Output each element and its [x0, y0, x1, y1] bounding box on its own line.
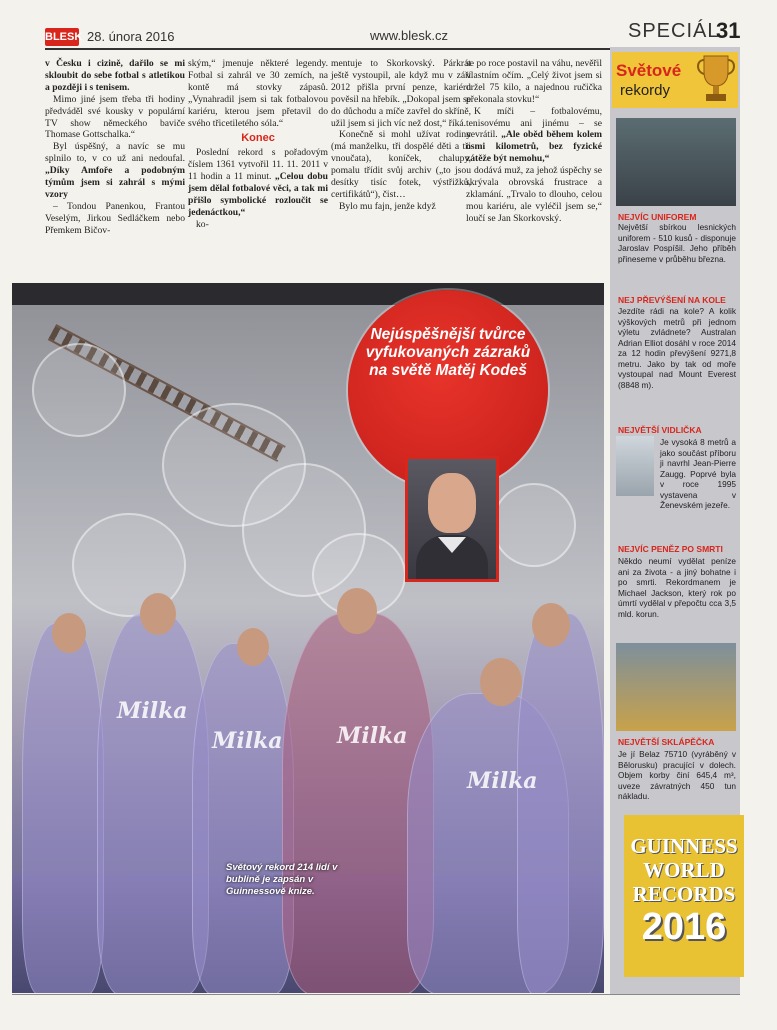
body-text: K míči – fotbalovému, tenisovému ani jinému – se nevrátil.	[466, 105, 602, 141]
article-subheading: Konec	[241, 132, 275, 145]
article-paragraph	[45, 94, 185, 142]
person-in-poncho	[192, 643, 294, 993]
soap-bubble	[492, 483, 576, 567]
body-text: Poslední rekord s pořadovým číslem 1361 vytvořil 11. 11. 2011 v 11 hodin a 11 minut.	[188, 147, 328, 183]
sidebar-subtitle: rekordy	[620, 82, 671, 99]
bold-quote: „Díky Amfoře a podobným týmům jsem si zahrál s mými vzory	[45, 165, 185, 200]
guinness-line-1: GUINNESS	[630, 834, 738, 858]
guinness-year: 2016	[641, 906, 727, 948]
person-in-poncho	[517, 613, 604, 993]
body-text: Bylo mu fajn, jenže když	[339, 200, 436, 212]
person-head	[140, 593, 176, 635]
body-text: dodává muž, za jehož úspěchy se skrývala obrovská frustrace a zklamání. „Trvalo to dlouho, celou mou kariéru, ale vyléčil jsem se,“ loučí se Jan Skorkovský.	[466, 165, 602, 224]
dump-truck-photo	[616, 643, 736, 731]
person-head	[532, 603, 570, 647]
article-paragraph	[466, 165, 602, 225]
body-text: Konečně si mohl užívat rodiny (má manželku, tři dospělé děti a tři vnoučata), koníček, chalupy, pomalu třídit svůj archiv („to jsou desítky tisíc fotek, výstřižků, certifikátů“), čist…	[331, 129, 471, 200]
record-heading: NEJVĚTŠÍ SKLÁPĚČKA	[618, 737, 715, 747]
body-text: Mimo jiné jsem třeba tři hodiny předváděl své kousky v populární TV show německého baviče Thomase Gottschalka.“	[45, 93, 185, 141]
article-paragraph	[331, 58, 471, 129]
record-text: Někdo neumí vydělat peníze ani za života - a jiný bohatne i po smrti. Rekordmanem je Michael Jackson, který rok po úmrtí vydělal v přepočtu cca 3,5 mld. korun.	[618, 556, 736, 619]
page-header	[0, 0, 777, 50]
article-paragraph	[331, 201, 471, 213]
issue-date: 28. února 2016	[87, 29, 175, 44]
article-column-2	[188, 58, 328, 231]
article-column-3	[331, 58, 471, 213]
record-text: Největší sbírkou lesnických uniforem - 510 kusů - disponuje Jaroslav Pospíšil. Jeho příběh přineseme v průběhu března.	[618, 222, 736, 264]
body-text: mentuje to Skorkovský. Párkrát ještě vystoupil, ale když mu v září 2012 přišla první penze, kariéru pověsil na hřebík. „Dokopal jsem se do důchodu a míče zavřel do skříně, užil jsem si jich víc než dost,“ říká.	[331, 58, 471, 129]
person-head	[337, 588, 377, 634]
person-head	[52, 613, 86, 653]
section-label: SPECIÁL	[628, 20, 720, 42]
bold-quote: „Celou dobu jsem dělal fotbalové věci, a tak mi přišlo symbolické rozloučit se jedenáctkou,“	[188, 171, 329, 218]
trophy-icon	[694, 52, 738, 106]
record-text: Je jí Belaz 75710 (vyráběný v Bělorusku) pracující v dolech. Objem korby činí 645,4 m³, uveze závratných 450 tun nákladu.	[618, 749, 736, 801]
soap-bubble	[32, 343, 126, 437]
article-paragraph	[45, 141, 185, 201]
record-heading: NEJVÍC PENĚZ PO SMRTI	[618, 544, 723, 554]
article-paragraph	[188, 58, 328, 129]
site-url: www.blesk.cz	[370, 28, 449, 43]
body-text: – Tondou Panenkou, Frantou Veselým, Jirkou Sedláčkem nebo Přemkem Bičov-	[45, 200, 185, 236]
record-heading: NEJ PŘEVÝŠENÍ NA KOLE	[618, 295, 726, 305]
portrait-photo	[405, 456, 499, 582]
guinness-title	[624, 834, 744, 906]
milka-print: Milka	[337, 723, 408, 749]
blesk-logo: BLESK	[45, 28, 79, 46]
article-paragraph	[45, 201, 185, 237]
article-paragraph	[45, 58, 185, 94]
uniforms-photo	[616, 118, 736, 206]
body-text: ským,“ jmenuje některé legendy. Fotbal si zahrál ve 30 zemích, na kontě má stovky zápasů. „Vynahradil jsem si tak fotbalovou kariéru, kterou jsem přetavil do svého třicetiletého sóla.“	[188, 58, 328, 129]
milka-print: Milka	[467, 768, 538, 794]
record-heading: NEJVĚTŠÍ VIDLIČKA	[618, 425, 702, 435]
article-column-4	[466, 58, 602, 225]
person-head	[237, 628, 269, 666]
guinness-line-2: WORLD	[643, 858, 725, 882]
ceiling-beam	[12, 283, 604, 305]
body-text: ko-	[196, 218, 209, 230]
person-in-poncho	[22, 623, 104, 993]
person-head	[480, 658, 522, 706]
bold-quote: „Ale oběd během kolem osmi kilometrů, bez fyzické zátěže být nemohu,“	[466, 129, 602, 165]
sidebar-title: Světové	[616, 61, 682, 80]
page-number: 31	[716, 18, 741, 43]
bold-quote: v Česku i cizině, dařilo se mi skloubit do sebe fotbal s atletikou a později i s tenisem.	[45, 58, 185, 93]
article-paragraph	[188, 147, 328, 218]
fork-photo	[616, 436, 654, 496]
article-paragraph	[466, 58, 602, 106]
record-text: Je vysoká 8 metrů a jako součást příboru ji navrhl Jean-Pierre Zaugg. Poprvé byla v roce 1995 vystavena v Ženevském jezeře.	[660, 437, 736, 510]
bottom-rule	[12, 994, 740, 995]
milka-print: Milka	[212, 728, 283, 754]
article-paragraph	[466, 106, 602, 166]
milka-print: Milka	[117, 698, 188, 724]
article-paragraph	[188, 219, 328, 231]
portrait-face	[428, 473, 476, 533]
headline-text: Nejúspěšnější tvůrce vyfukovaných zázraků na světě Matěj Kodeš	[365, 326, 531, 379]
record-heading: NEJVÍC UNIFOREM	[618, 212, 697, 222]
article-column-1	[45, 58, 185, 237]
article-paragraph	[331, 129, 471, 200]
body-text: se po roce postavil na váhu, nevěřil vlastním očím. „Celý život jsem si držel 75 kilo, a najednou ručička překonala stovku!“	[466, 58, 602, 105]
photo-caption: Světový rekord 214 lidí v bublině je zapsán v Guinnessově knize.	[226, 862, 338, 897]
body-text: Byl úspěšný, a navíc se mu splnilo to, v co už ani nedoufal.	[45, 141, 185, 165]
guinness-line-3: RECORDS	[632, 882, 736, 906]
record-text: Jezdíte rádi na kole? A kolik výškových metrů při jednom výletu zvládnete? Australan Adrian Elliot dosáhl v roce 2014 za 12 hodin převýšení 9271,8 metru. Jako by tak od moře vystoupal nad Mount Everest (8848 m).	[618, 306, 736, 390]
